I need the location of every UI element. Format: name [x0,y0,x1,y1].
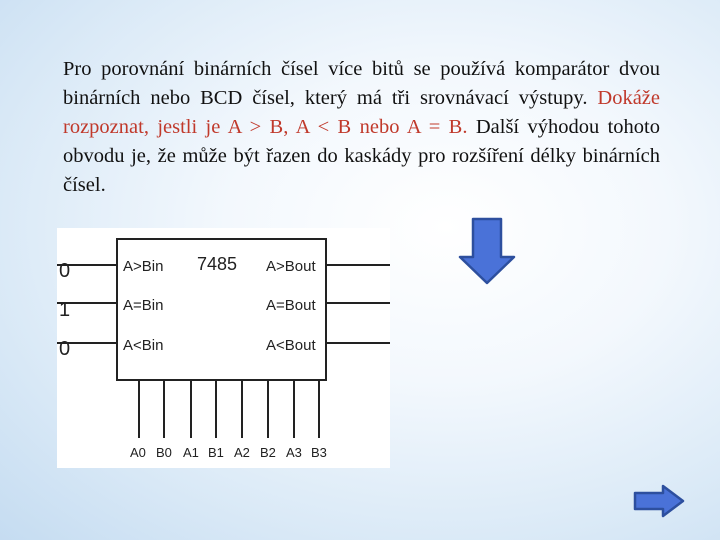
paragraph-part1: Pro porovnání binárních čísel více bitů se používá komparátor dvou binárních nebo BCD čísel, který má tři srovnávací výstupy. [63,58,660,109]
pin-label-5: B2 [260,445,276,460]
pin-label-0: A0 [130,445,146,460]
slide-paragraph [63,55,660,200]
pin-label-7: B3 [311,445,327,460]
input-value-2: 0 [59,338,71,360]
comparator-diagram [57,228,390,468]
pin-label-4: A2 [234,445,250,460]
paragraph-highlight: Dokáže rozpoznat, jestli je A > B, A < B nebo A = B. [63,87,660,138]
down-arrow-icon [458,217,516,290]
pin-label-2: A1 [183,445,199,460]
output-label-0: A>Bout [266,258,316,275]
chip-name: 7485 [197,254,238,274]
input-label-1: A=Bin [123,297,164,314]
pin-label-1: B0 [156,445,172,460]
input-value-0: 0 [59,260,71,282]
output-label-2: A<Bout [266,337,316,354]
pin-label-3: B1 [208,445,224,460]
paragraph-part3: Další výhodou tohoto obvodu je, že může být řazen do kaskády pro rozšíření délky binárních čísel. [63,116,660,196]
input-value-1: 1 [59,299,71,321]
output-label-1: A=Bout [266,297,316,314]
input-label-0: A>Bin [123,258,164,275]
pin-label-6: A3 [286,445,302,460]
right-arrow-icon[interactable] [633,484,685,523]
input-label-2: A<Bin [123,337,164,354]
